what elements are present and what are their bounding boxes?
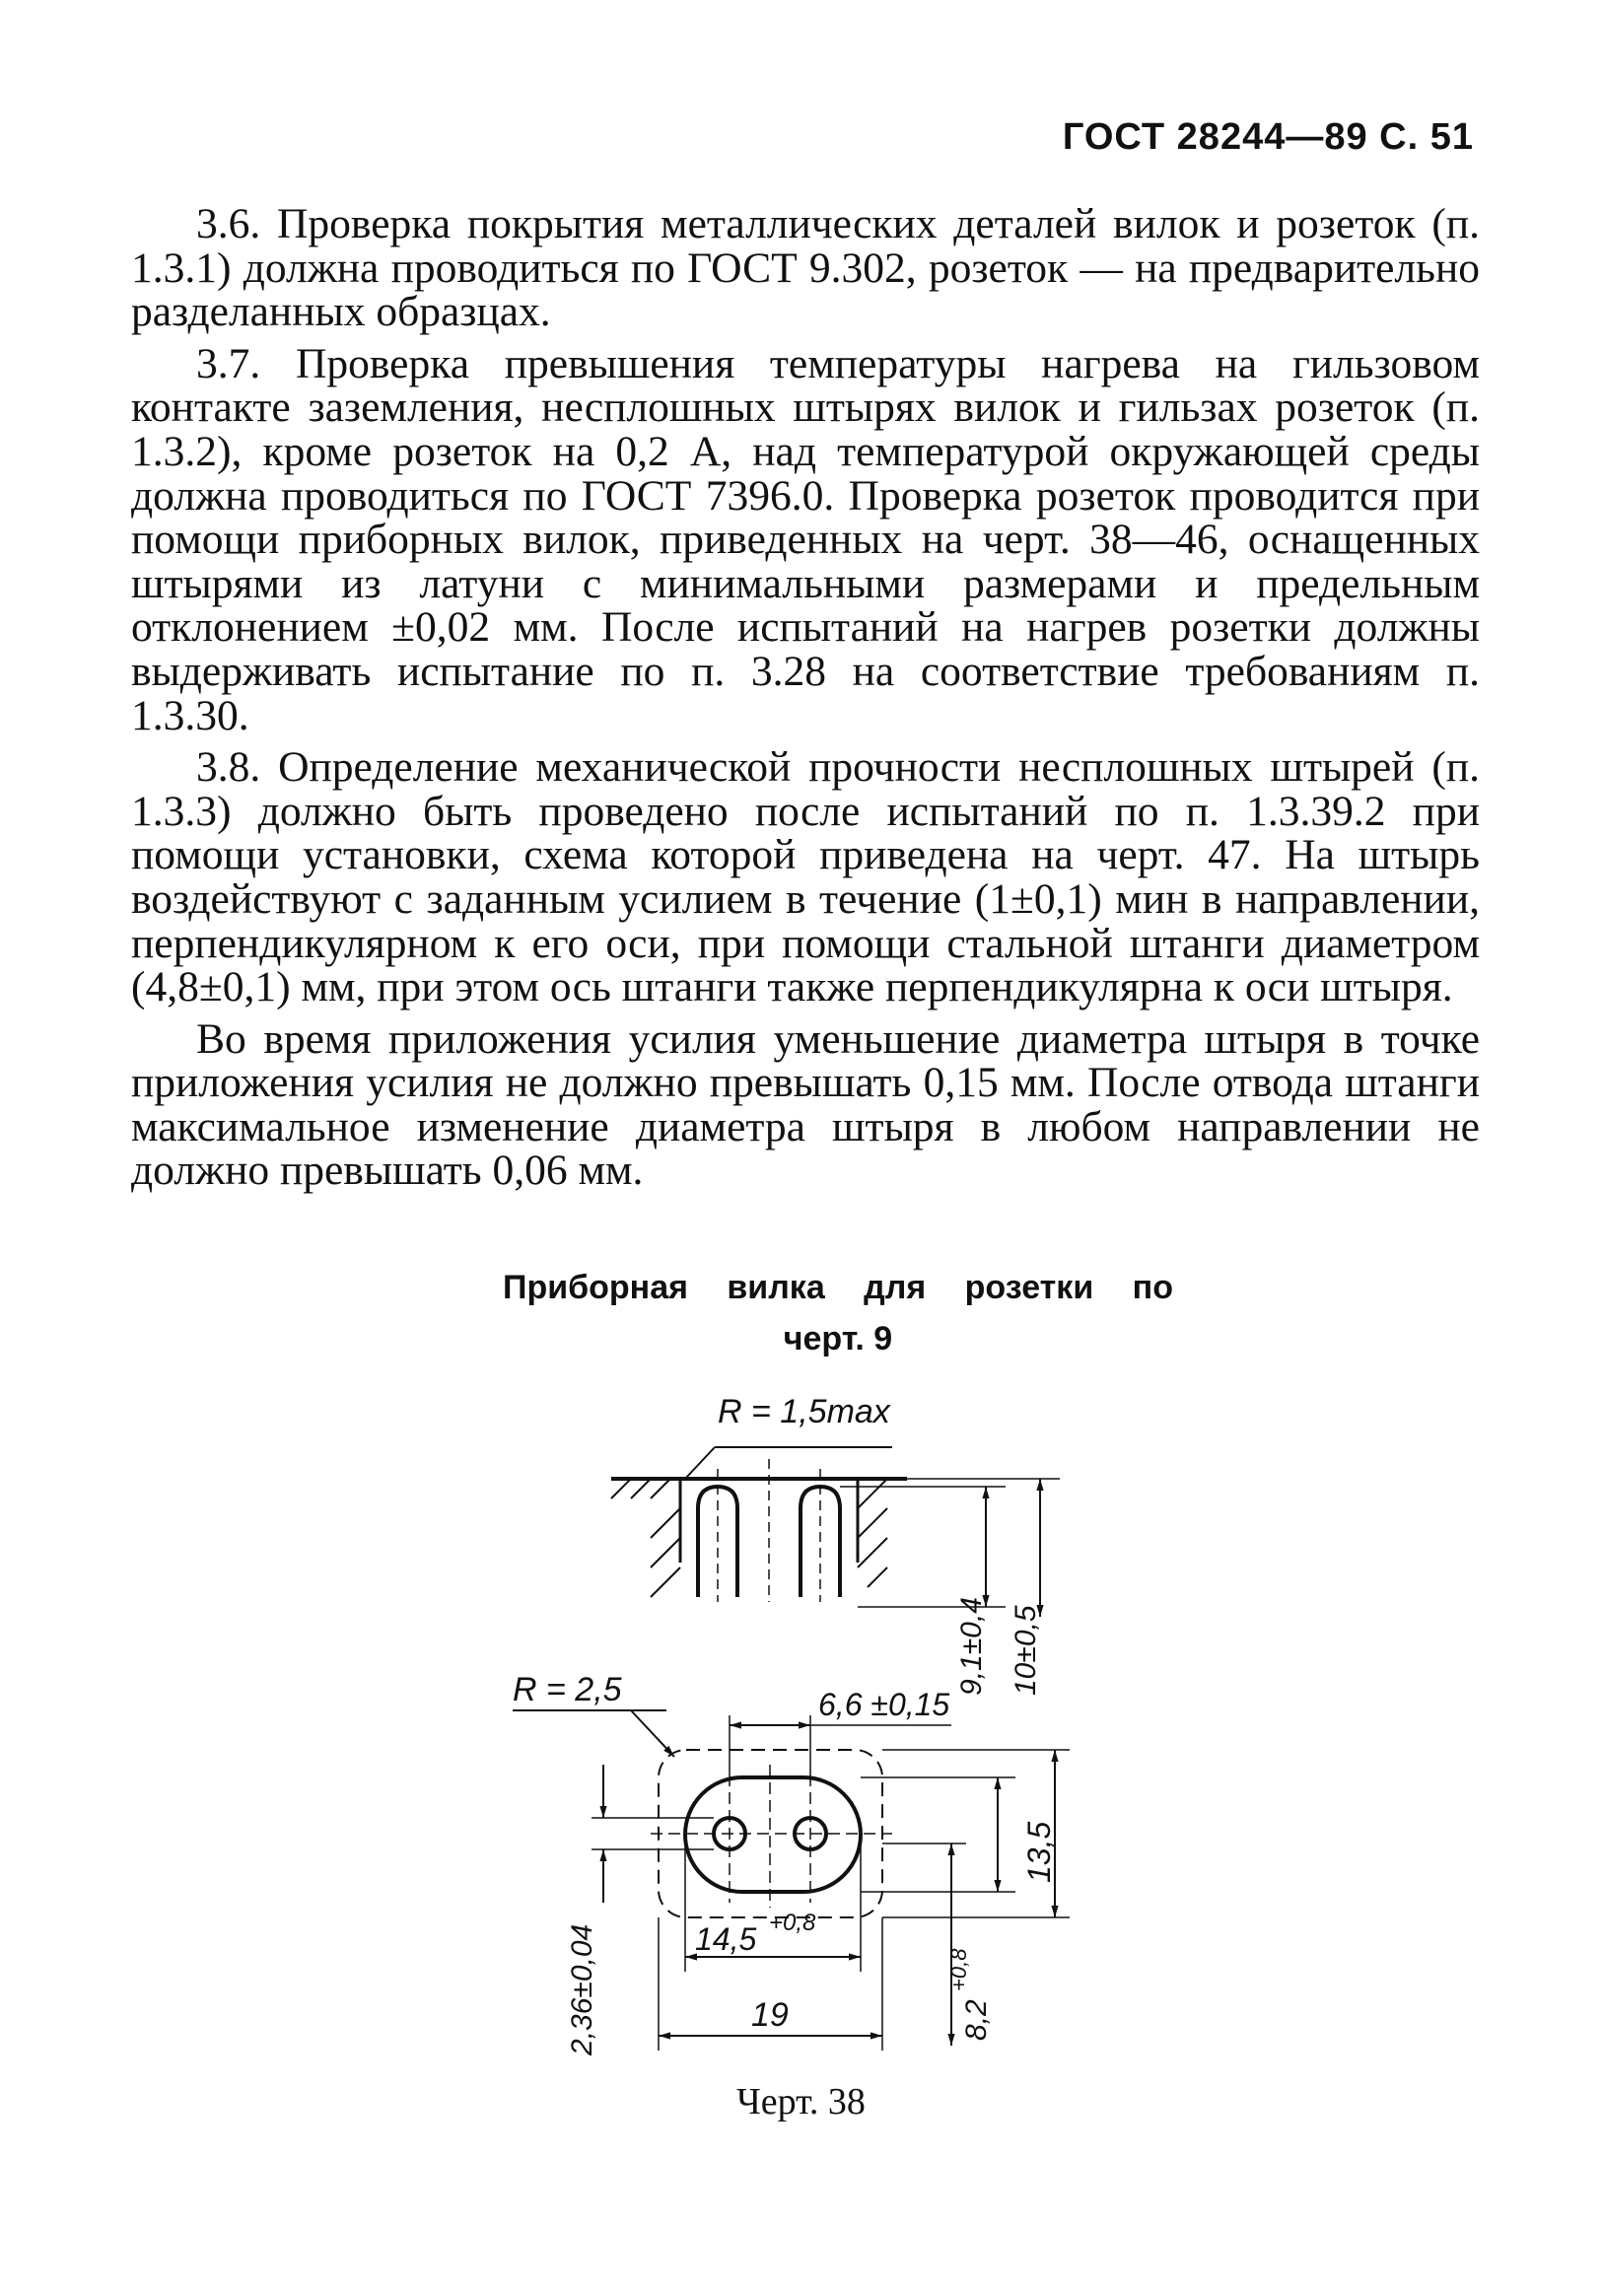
- total-height-label: 10±0,5: [1010, 1605, 1042, 1696]
- half-height-tolerance: +0,8: [946, 1948, 971, 1991]
- width-outer-label: 19: [751, 1996, 789, 2034]
- paragraph-3-7: 3.7. Проверка превышения температуры нагрева на гильзовом контакте заземления, несплошных штырях вилок и гильзах розеток (п. 1.3.2), кроме розеток на 0,2 А, над температурой окружающей среды должна проводиться по ГОСТ 7396.0. Проверка розеток проводится при помощи приборных вилок, приведенных на черт. 38—46, оснащенных штырями из латуни с минимальными размерами и предельным отклонением ±0,02 мм. После испытаний на нагрев розетки должны выдерживать испытание по п. 3.28 на соответствие требованиям п. 1.3.30.: [131, 339, 1480, 739]
- pin-length-label: 9,1±0,4: [955, 1597, 988, 1696]
- figure-caption: Черт. 38: [736, 2081, 866, 2122]
- half-height-label: 8,2: [960, 1999, 993, 2041]
- radius-label: R = 2,5: [513, 1671, 622, 1708]
- width-inner-label: 14,5: [695, 1921, 757, 1957]
- paragraph-3-8-continued: Во время приложения усилия уменьшение диаметра штыря в точке приложения усилия не должно превышать 0,15 мм. После отвода штанги максимальное изменение диаметра штыря в любом направлении не должно превышать 0,06 мм.: [131, 1014, 1480, 1195]
- height-label: 13,5: [1021, 1821, 1057, 1883]
- figure-title-line-2: черт. 9: [783, 1320, 893, 1357]
- paragraph-3-6: 3.6. Проверка покрытия металлических деталей вилок и розеток (п. 1.3.1) должна проводиться по ГОСТ 9.302, розеток — на предварительно разделанных образцах.: [131, 200, 1480, 336]
- page-header: ГОСТ 28244—89 С. 51: [1062, 116, 1474, 158]
- pin-spacing-label: 6,6 ±0,15: [818, 1687, 950, 1722]
- side-section-view: [611, 1447, 1060, 1617]
- figure-title-line-1: Приборная вилка для розетки по: [503, 1269, 1173, 1306]
- pin-diameter-label: 2,36±0,04: [566, 1923, 598, 2055]
- paragraph-3-8: 3.8. Определение механической прочности несплошных штырей (п. 1.3.3) должно быть проведено после испытаний по п. 1.3.39.2 при помощи установки, схема которой приведена на черт. 47. На штырь воздействуют с заданным усилием в течение (1±0,1) мин в направлении, перпендикулярном к его оси, при помощи стальной штанги диаметром (4,8±0,1) мм, при этом ось штанги также перпендикулярна к оси штыря.: [131, 743, 1480, 1011]
- width-inner-tolerance: +0,8: [769, 1910, 816, 1936]
- radius-max-label: R = 1,5max: [718, 1393, 890, 1430]
